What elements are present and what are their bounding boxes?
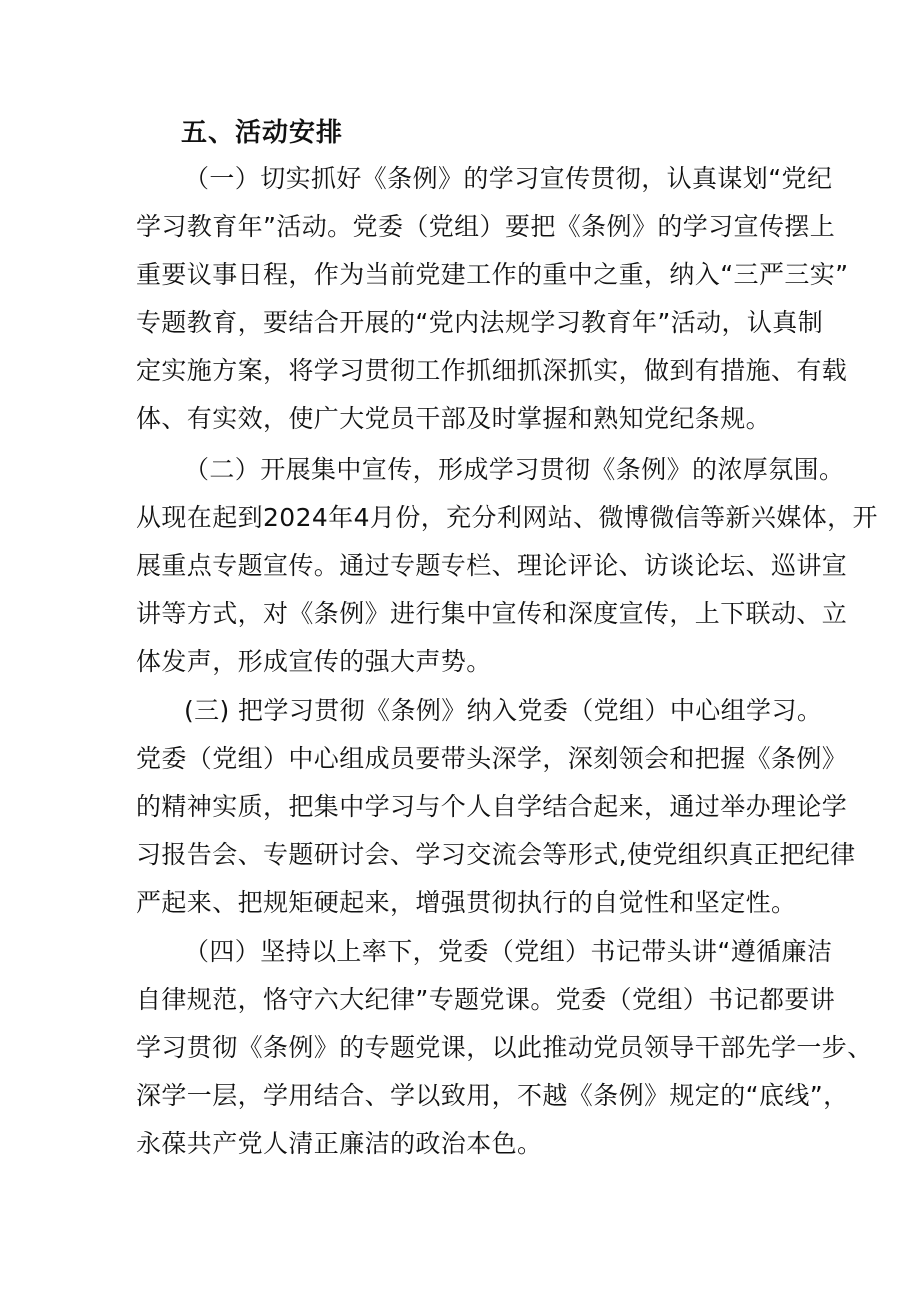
paragraph-2-line-5: 体发声，形成宣传的强大声势。 [136, 647, 492, 676]
paragraph-1-line-4: 专题教育，要结合开展的“党内法规学习教育年”活动，认真制 [136, 308, 824, 337]
paragraph-3-line-1: (三) 把学习贯彻《条例》纳入党委（党组）中心组学习。 [184, 696, 823, 725]
paragraph-4-line-1: （四）坚持以上率下，党委（党组）书记带头讲“遵循廉洁 [184, 937, 833, 966]
paragraph-3-line-4: 习报告会、专题研讨会、学习交流会等形式,使党组织真正把纪律 [136, 840, 856, 869]
paragraph-1-line-5: 定实施方案，将学习贯彻工作抓细抓深抓实，做到有措施、有载 [136, 356, 848, 385]
paragraph-1-line-2: 学习教育年”活动。党委（党组）要把《条例》的学习宣传摆上 [136, 212, 836, 241]
paragraph-2-line-4: 讲等方式，对《条例》进行集中宣传和深度宣传，上下联动、立 [136, 599, 848, 628]
paragraph-2-line-3: 展重点专题宣传。通过专题专栏、理论评论、访谈论坛、巡讲宣 [136, 551, 848, 580]
paragraph-1-line-1: （一）切实抓好《条例》的学习宣传贯彻，认真谋划“党纪 [184, 164, 833, 193]
paragraph-2-line-2: 从现在起到2024年4月份，充分利网站、微博微信等新兴媒体，开 [136, 503, 878, 532]
paragraph-4-line-3: 学习贯彻《条例》的专题党课，以此推动党员领导干部先学一步、 [136, 1033, 873, 1062]
section-heading: 五、活动安排 [181, 118, 344, 148]
paragraph-2-line-1: （二）开展集中宣传，形成学习贯彻《条例》的浓厚氛围。 [184, 455, 845, 484]
paragraph-3-line-3: 的精神实质，把集中学习与个人自学结合起来，通过举办理论学 [136, 792, 848, 821]
paragraph-4-line-5: 永葆共产党人清正廉洁的政治本色。 [136, 1129, 543, 1158]
paragraph-1-line-3: 重要议事日程，作为当前党建工作的重中之重，纳入“三严三实” [136, 260, 849, 289]
paragraph-4-line-4: 深学一层，学用结合、学以致用，不越《条例》规定的“底线”， [136, 1081, 849, 1110]
paragraph-1-line-6: 体、有实效，使广大党员干部及时掌握和熟知党纪条规。 [136, 404, 772, 433]
paragraph-3-line-2: 党委（党组）中心组成员要带头深学，深刻领会和把握《条例》 [136, 744, 848, 773]
paragraph-4-line-2: 自律规范，恪守六大纪律”专题党课。党委（党组）书记都要讲 [136, 985, 836, 1014]
paragraph-3-line-5: 严起来、把规矩硬起来，增强贯彻执行的自觉性和坚定性。 [136, 888, 797, 917]
